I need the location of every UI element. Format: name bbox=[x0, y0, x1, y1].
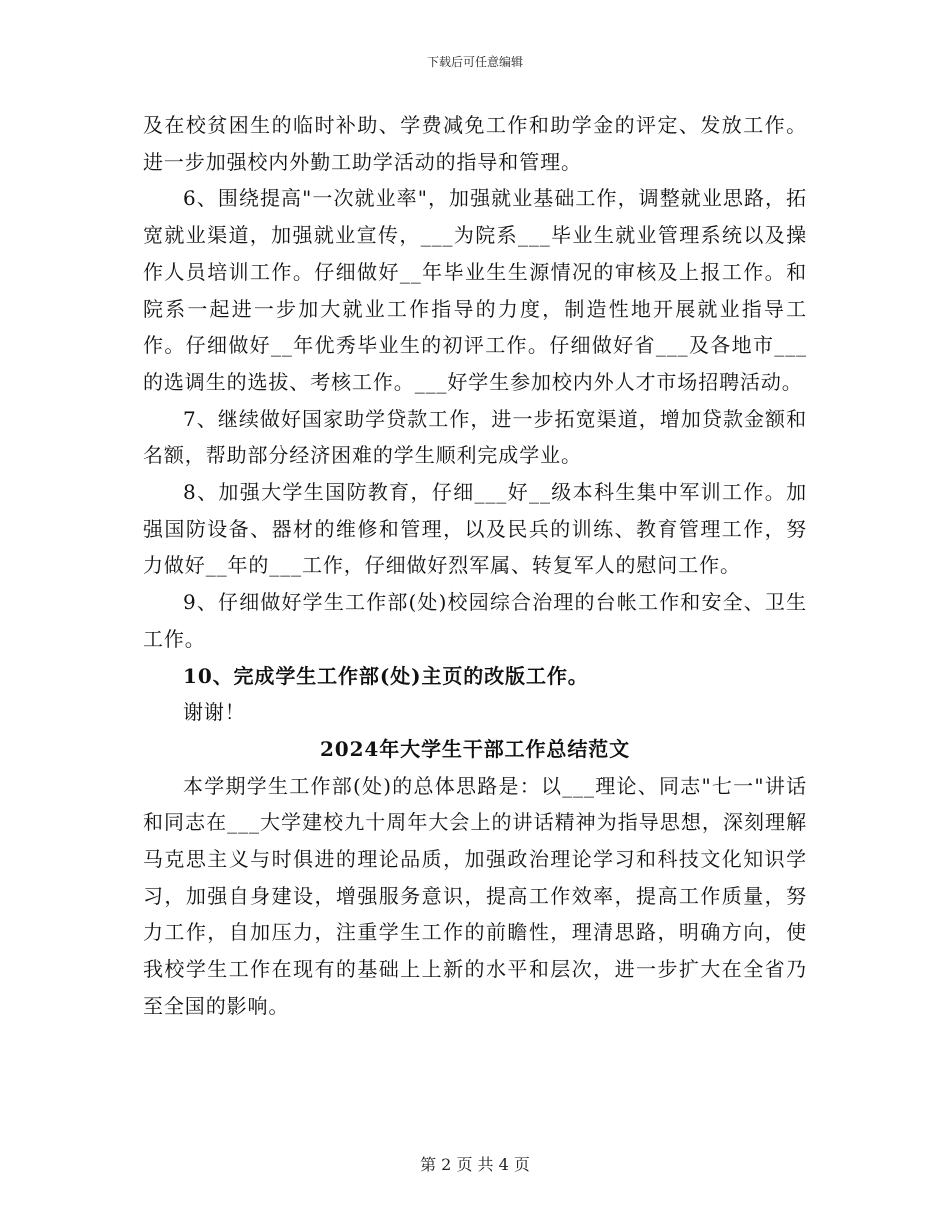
paragraph-item-9: 9、仔细做好学生工作部(处)校园综合治理的台帐工作和安全、卫生工作。 bbox=[143, 590, 807, 651]
paragraph-thanks: 谢谢！ bbox=[183, 700, 246, 725]
paragraph-item-8: 8、加强大学生国防教育，仔细___好__级本科生集中军训工作。加强国防设备、器材的维修和管理，以及民兵的训练、教育管理工作，努力做好__年的___工作，仔细做好烈军属、转复军人的慰问工作。 bbox=[143, 480, 807, 578]
paragraph-item-6: 6、围绕提高"一次就业率"，加强就业基础工作，调整就业思路，拓宽就业渠道，加强就业宣传，___为院系___毕业生就业管理系统以及操作人员培训工作。仔细做好__年毕业生生源情况的审核及上报工作。和院系一起进一步加大就业工作指导的力度，制造性地开展就业指导工作。仔细做好__年优秀毕业生的初评工作。仔细做好省___及各地市___的选调生的选拔、考核工作。___好学生参加校内外人才市场招聘活动。 bbox=[143, 186, 807, 394]
paragraph-continuation: 及在校贫困生的临时补助、学费减免工作和助学金的评定、发放工作。进一步加强校内外勤工助学活动的指导和管理。 bbox=[143, 113, 807, 174]
section-title: 2024年大学生干部工作总结范文 bbox=[319, 736, 631, 761]
paragraph-item-10: 10、完成学生工作部(处)主页的改版工作。 bbox=[183, 663, 589, 688]
page-header-note: 下载后可任意编辑 bbox=[426, 55, 523, 69]
page-number-footer: 第 2 页 共 4 页 bbox=[420, 1155, 530, 1174]
paragraph-item-7: 7、继续做好国家助学贷款工作，进一步拓宽渠道，增加贷款金额和名额，帮助部分经济困难的学生顺利完成学业。 bbox=[143, 406, 807, 468]
section-paragraph: 本学期学生工作部(处)的总体思路是：以___理论、同志"七一"讲话和同志在___大学建校九十周年大会上的讲话精神为指导思想，深刻理解马克思主义与时俱进的理论品质，加强政治理论学习和科技文化知识学习，加强自身建设，增强服务意识，提高工作效率，提高工作质量，努力工作，自加压力，注重学生工作的前瞻性，理清思路，明确方向，使我校学生工作在现有的基础上上新的水平和层次，进一步扩大在全省乃至全国的影响。 bbox=[143, 773, 807, 1018]
document-body bbox=[143, 107, 807, 1025]
